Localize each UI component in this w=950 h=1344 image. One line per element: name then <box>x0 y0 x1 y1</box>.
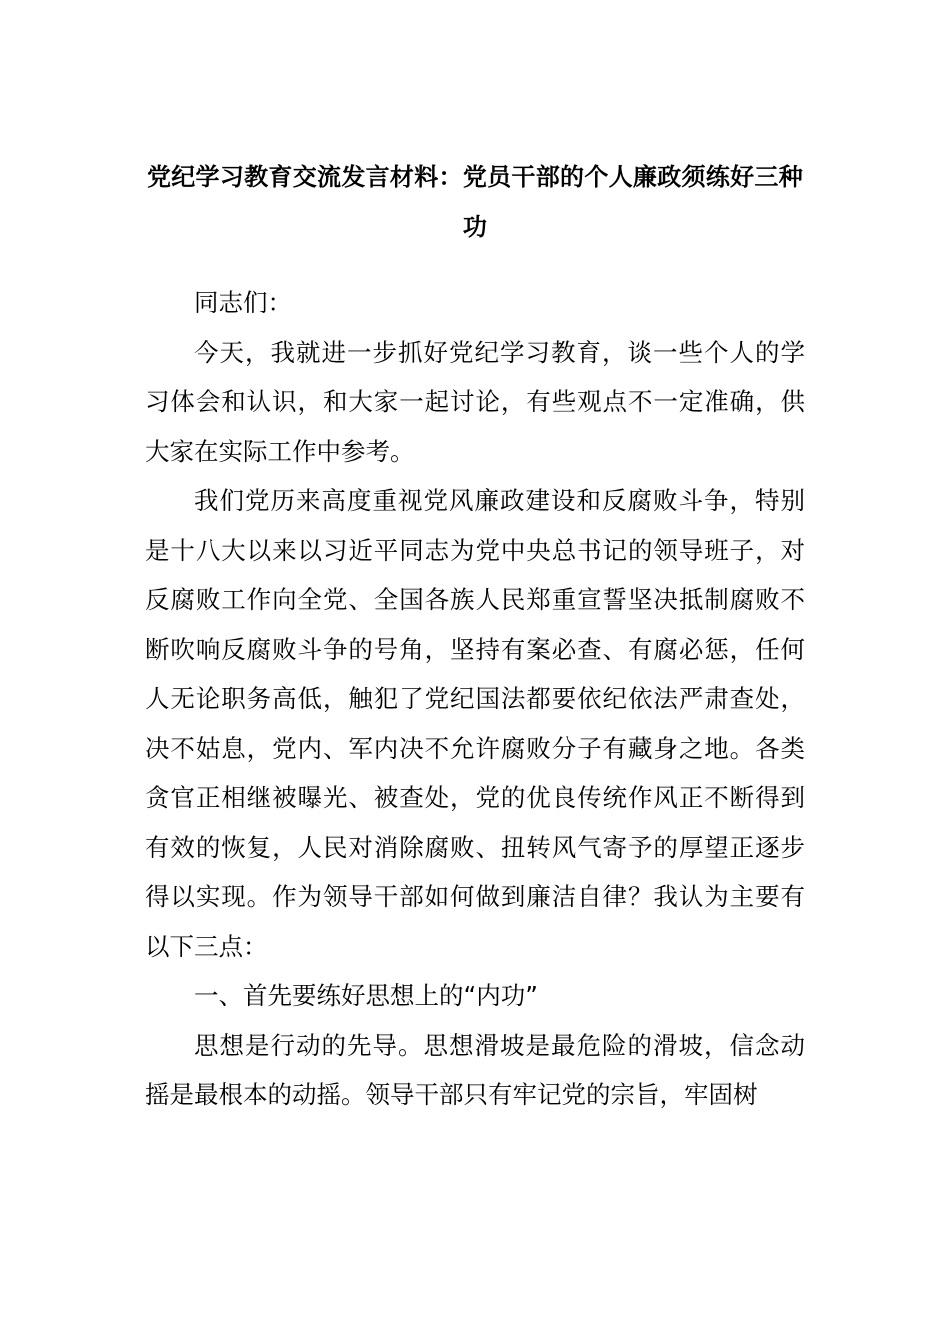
paragraph-section-1: 思想是行动的先导。思想滑坡是最危险的滑坡，信念动摇是最根本的动摇。领导干部只有牢记党的宗旨，牢固树 <box>145 1030 805 1109</box>
paragraph-intro: 今天，我就进一步抓好党纪学习教育，谈一些个人的学习体会和认识，和大家一起讨论，有些观点不一定准确，供大家在实际工作中参考。 <box>145 337 805 466</box>
document-body <box>145 278 805 1120</box>
section-heading-1: 一、首先要练好思想上的“内功” <box>194 981 538 1010</box>
paragraph-salutation: 同志们： <box>194 288 292 317</box>
document-title: 党纪学习教育交流发言材料：党员干部的个人廉政须练好三种功 <box>146 163 804 241</box>
paragraph-background: 我们党历来高度重视党风廉政建设和反腐败斗争，特别是十八大以来以习近平同志为党中央总书记的领导班子，对反腐败工作向全党、全国各族人民郑重宣誓坚决抵制腐败不断吹响反腐败斗争的号角，坚持有案必查、有腐必惩，任何人无论职务高低，触犯了党纪国法都要依纪依法严肃查处，决不姑息，党内、军内决不允许腐败分子有藏身之地。各类贪官正相继被曝光、被查处，党的优良传统作风正不断得到有效的恢复，人民对消除腐败、扭转风气寄予的厚望正逐步得以实现。作为领导干部如何做到廉洁自律？我认为主要有以下三点： <box>145 486 805 961</box>
